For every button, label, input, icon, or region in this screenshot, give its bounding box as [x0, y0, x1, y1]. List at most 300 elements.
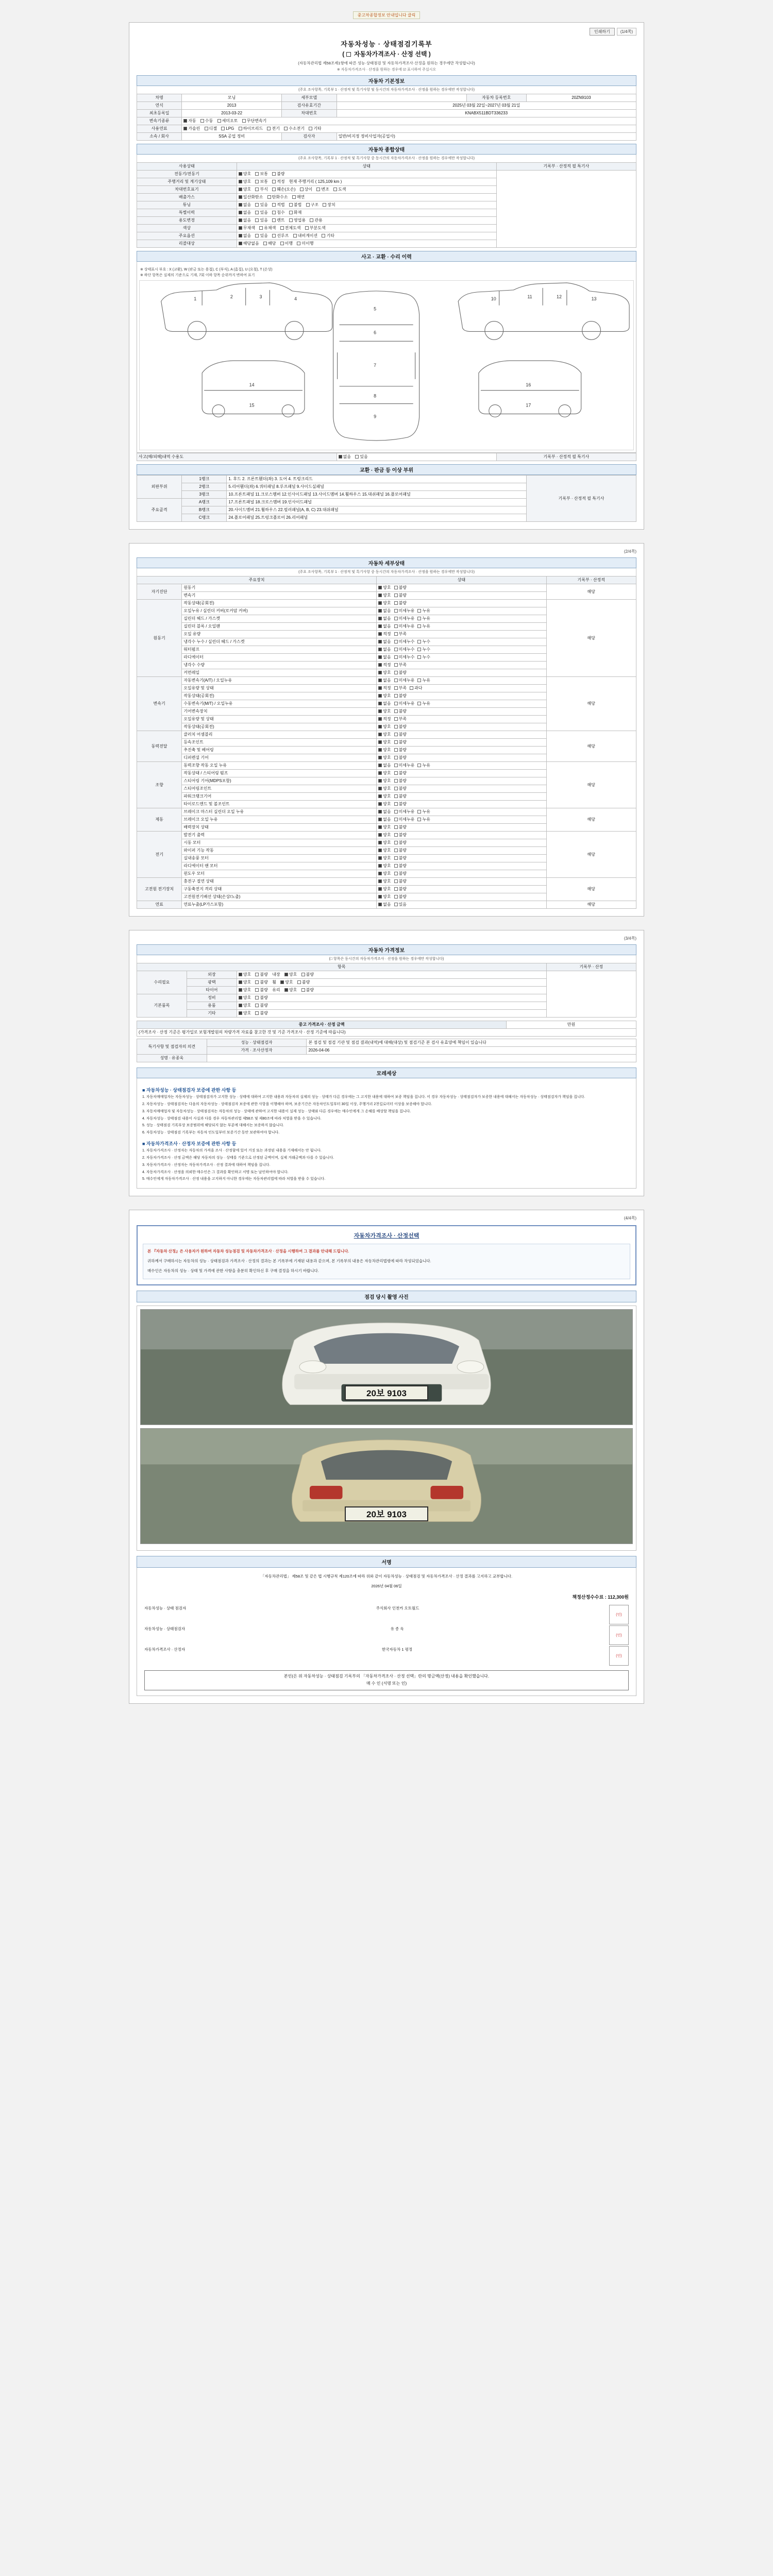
opt-fuel-diesel[interactable]: 디젤 [205, 126, 217, 131]
opt-1-2-1[interactable]: 미세누유 [394, 616, 415, 621]
opt-6-0-1[interactable]: 불량 [394, 833, 407, 838]
opt-3-2-1[interactable]: 불량 [394, 748, 407, 753]
car-diagram-svg [140, 281, 633, 450]
opt-glass-bad[interactable]: 불량 [301, 988, 314, 993]
opt-3-2-0[interactable]: 양호 [378, 748, 391, 753]
section-note-overall: (주요 조사항목, 기록부 1 · 산정적 및 특기사항 중 동시간의 자동차가격조사 · 산정을 원하는 경우에만 작성합니다) [137, 155, 636, 162]
sign-row-2 [144, 1625, 629, 1646]
opt-3-0-0[interactable]: 양호 [378, 732, 391, 737]
basic-info-table [137, 94, 636, 141]
detail-item-label: 라디에이터 [182, 654, 377, 662]
detail-item-state [377, 646, 546, 654]
subtitle-open-paren: ( [342, 50, 345, 58]
opt-vin-painted[interactable]: 도색 [333, 187, 346, 192]
opt-fuel-hybrid[interactable]: 하이브리드 [239, 126, 263, 131]
opt-use-public[interactable]: 관용 [310, 218, 322, 223]
opt-emis-co[interactable]: 일산화탄소 [239, 195, 263, 200]
legend-line-1: ※ 상태표시 부호 : X (교환), W (판금 또는 용접), C (부식), A (흠집), U (요철), T (손상) [140, 268, 273, 272]
signature-note: 「자동차관리법」 제58조 및 같은 법 시행규칙 제120조에 따라 위와 같이 자동차성능 · 상태점검 및 자동차가격조사 · 산정 결과를 고지하고 교부합니다. [260, 1573, 513, 1579]
opt-accident-none[interactable]: 없음 [339, 454, 351, 460]
opt-int-bad[interactable]: 불량 [301, 972, 314, 977]
col-head-detail-note: 기록부 · 산정적 [546, 577, 636, 584]
detail-item-label: 오일유량 및 상태 [182, 685, 377, 692]
price-item-exterior: 외장 [187, 971, 237, 979]
detail-item-state [377, 793, 546, 801]
opt-1-5-1[interactable]: 미세누수 [394, 639, 415, 645]
svg-text:17: 17 [526, 402, 531, 408]
opt-4-1-1[interactable]: 불량 [394, 771, 407, 776]
opt-6-4-1[interactable]: 불량 [394, 863, 407, 869]
opt-trans-auto[interactable]: 자동 [183, 118, 196, 124]
opt-1-1-0[interactable]: 없음 [378, 608, 391, 614]
opt-1-8-1[interactable]: 부족 [394, 663, 407, 668]
opt-5-2-0[interactable]: 양호 [378, 825, 391, 830]
price-item-interior: 내장 [272, 972, 280, 977]
detail-item-state [377, 878, 546, 886]
opt-1-9-1[interactable]: 불량 [394, 670, 407, 675]
cell-value-regno: 20ZN9103 [526, 94, 636, 102]
detail-group-note-7: 해당 [546, 878, 636, 901]
detail-item-label: 냉각수 누수 / 실린더 헤드 / 가스켓 [182, 638, 377, 646]
detail-item-label: 수동변속기(M/T) / 오일누유 [182, 700, 377, 708]
detail-item-state [377, 901, 546, 909]
opt-8-0-1[interactable]: 있음 [394, 902, 407, 907]
notice-s1-p4: 4. 자동차성능 · 상태점검 내용이 사실과 다를 경우 자동차관리법 제58조 및 제80조에 따라 처벌을 받을 수 있습니다. [142, 1116, 322, 1121]
opt-0-1-1[interactable]: 불량 [394, 593, 407, 598]
price-item-etc: 기타 [187, 1010, 237, 1018]
opt-7-1-0[interactable]: 양호 [378, 887, 391, 892]
detail-group-note-6: 해당 [546, 832, 636, 878]
opt-glass-good[interactable]: 양호 [284, 988, 297, 993]
opt-2-3-1[interactable]: 미세누유 [394, 701, 415, 706]
opt-6-5-1[interactable]: 불량 [394, 871, 407, 876]
sheet-page-3 [129, 930, 644, 1196]
opt-5-1-1[interactable]: 미세누유 [394, 817, 415, 822]
opt-6-2-1[interactable]: 불량 [394, 848, 407, 853]
opt-color-chromatic[interactable]: 유채색 [259, 226, 276, 231]
opt-use-none[interactable]: 없음 [239, 218, 251, 223]
opt-1-1-2[interactable]: 누유 [417, 608, 430, 614]
opt-4-1-0[interactable]: 양호 [378, 771, 391, 776]
price-state-exterior [237, 971, 546, 979]
svg-text:15: 15 [249, 402, 255, 408]
opt-4-5-1[interactable]: 불량 [394, 802, 407, 807]
notice-s1-p6: 6. 자동차성능 · 상태점검 기록부는 자동차 인도일부터 보증기간 동안 보관하여야 합니다. [142, 1131, 280, 1135]
row-label-motor: 전동기/전동기 [137, 171, 237, 178]
opt-tuning-yes[interactable]: 있음 [255, 202, 267, 208]
section-band-price: 자동차 가격정보 [137, 944, 636, 955]
svg-text:14: 14 [249, 382, 255, 387]
opt-1-1-1[interactable]: 미세누유 [394, 608, 415, 614]
opt-5-1-2[interactable]: 누유 [417, 817, 430, 822]
opt-vin-corrosion[interactable]: 부식 [255, 187, 267, 192]
cell-value-inspection: 2025년 03월 22일~2027년 03월 21일 [337, 102, 636, 110]
opt-2-1-2[interactable]: 과다 [410, 686, 422, 691]
detail-item-state [377, 685, 546, 692]
opt-2-1-1[interactable]: 부족 [394, 686, 407, 691]
rank-label-3: 3랭크 [182, 491, 227, 499]
opt-1-6-0[interactable]: 없음 [378, 647, 391, 652]
col-head-detail-state: 상태 [377, 577, 546, 584]
photo-section-band: 점검 당시 촬영 사진 [137, 1291, 636, 1302]
table-row [137, 832, 636, 839]
table-header-row [137, 577, 636, 584]
frame-rank-label-a: A랭크 [182, 499, 227, 506]
detail-item-state [377, 739, 546, 747]
accident-result-note: 기록부 · 산정적 필 특기사 [496, 453, 636, 461]
table-row [137, 878, 636, 886]
opt-accident-yes[interactable]: 있음 [355, 454, 367, 460]
opt-goods-bad[interactable]: 불량 [255, 1003, 267, 1008]
opt-opt-none[interactable]: 없음 [239, 233, 251, 239]
opt-2-6-0[interactable]: 양호 [378, 724, 391, 730]
opt-6-2-0[interactable]: 양호 [378, 848, 391, 853]
opt-4-0-2[interactable]: 누유 [417, 763, 430, 768]
detail-item-state [377, 762, 546, 770]
opt-6-3-0[interactable]: 양호 [378, 856, 391, 861]
opt-maint-good[interactable]: 양호 [239, 995, 251, 1001]
detail-state-table [137, 576, 636, 909]
section-note-detail: (주요 조사항목, 기록부 1 · 산정적 및 특기사항 중 동시간의 자동차가격조사 · 산정을 원하는 경우에만 작성합니다) [137, 568, 636, 576]
cell-value-firstreg: 2013-03-22 [182, 110, 282, 117]
opt-mileage-proper[interactable]: 적정 [272, 179, 284, 184]
print-button[interactable]: 인쇄하기 [590, 28, 615, 36]
opt-2-0-0[interactable]: 없음 [378, 678, 391, 683]
price-info-table [137, 963, 636, 1018]
detail-item-state [377, 847, 546, 855]
opt-5-0-0[interactable]: 없음 [378, 809, 391, 815]
rank-label-1: 1랭크 [182, 476, 227, 483]
opt-1-2-2[interactable]: 누유 [417, 616, 430, 621]
rear-plate-text: 20보 9103 [366, 1510, 407, 1520]
top-banner[interactable] [129, 11, 644, 19]
opt-7-2-0[interactable]: 양호 [378, 894, 391, 900]
opt-7-0-1[interactable]: 불량 [394, 879, 407, 884]
opt-maint-bad[interactable]: 불량 [255, 995, 267, 1001]
detail-item-state [377, 662, 546, 669]
opt-1-9-0[interactable]: 양호 [378, 670, 391, 675]
opt-fuel-hydrogen[interactable]: 수소전기 [284, 126, 305, 131]
opt-pol-bad[interactable]: 불량 [255, 980, 267, 985]
opt-1-7-1[interactable]: 미세누수 [394, 655, 415, 660]
table-row [137, 762, 636, 770]
photo-front-svg [141, 1310, 632, 1425]
opt-color-achromatic[interactable]: 무채색 [239, 226, 255, 231]
detail-item-label: 기어변속장치 [182, 708, 377, 716]
opt-4-4-1[interactable]: 불량 [394, 794, 407, 799]
opt-fuel-lpg[interactable]: LPG [221, 126, 234, 131]
detail-item-state [377, 592, 546, 600]
opt-tire-good[interactable]: 양호 [239, 988, 251, 993]
price-cat-basic: 기본품목 [137, 994, 187, 1018]
price-amount-table [137, 1021, 636, 1037]
row-label-color: 색상 [137, 225, 237, 232]
opt-1-7-2[interactable]: 누수 [417, 655, 430, 660]
opinion-price-date: 2026-04-06 [307, 1047, 636, 1055]
opt-5-1-0[interactable]: 없음 [378, 817, 391, 822]
detail-item-label: 윈도우 모터 [182, 870, 377, 878]
opt-4-2-1[interactable]: 불량 [394, 778, 407, 784]
damage-diagram-box [137, 264, 636, 453]
table-row [137, 731, 636, 739]
opt-ext-bad[interactable]: 불량 [255, 972, 267, 977]
detail-item-label: 발전기 출력 [182, 832, 377, 839]
opt-5-0-2[interactable]: 누유 [417, 809, 430, 815]
opt-3-1-0[interactable]: 양호 [378, 740, 391, 745]
opt-2-6-1[interactable]: 불량 [394, 724, 407, 730]
exchange-frame-label: 주요골격 [137, 499, 182, 522]
opt-etc-bad[interactable]: 불량 [255, 1011, 267, 1016]
opt-4-3-1[interactable]: 불량 [394, 786, 407, 791]
section-band-detail: 자동차 세부상태 [137, 557, 636, 568]
section-band-overall: 자동차 종합상태 [137, 144, 636, 155]
opt-vin-good[interactable]: 양호 [239, 187, 251, 192]
svg-text:12: 12 [556, 294, 562, 299]
opt-4-4-0[interactable]: 양호 [378, 794, 391, 799]
opt-0-1-0[interactable]: 양호 [378, 593, 391, 598]
opt-2-4-1[interactable]: 불량 [394, 709, 407, 714]
detail-item-label: 오일유량 및 상태 [182, 716, 377, 723]
opt-motor-good[interactable]: 양호 [239, 172, 251, 177]
opt-trans-semi[interactable]: 세미오토 [217, 118, 238, 124]
detail-item-label: 등속조인트 [182, 739, 377, 747]
notice-box [137, 1078, 636, 1189]
opt-3-3-0[interactable]: 양호 [378, 755, 391, 760]
opt-4-5-0[interactable]: 양호 [378, 802, 391, 807]
opt-use-commercial[interactable]: 영업용 [289, 218, 306, 223]
opt-5-2-1[interactable]: 불량 [394, 825, 407, 830]
opt-3-0-1[interactable]: 불량 [394, 732, 407, 737]
opt-special-flood[interactable]: 침수 [272, 210, 284, 215]
opinion-label: 특기사항 및 점검자의 의견 [137, 1039, 207, 1055]
opt-1-7-0[interactable]: 없음 [378, 655, 391, 660]
opt-1-4-1[interactable]: 부족 [394, 632, 407, 637]
opt-2-0-2[interactable]: 누유 [417, 678, 430, 683]
row-state-recall [237, 240, 496, 248]
opt-tuning-legal[interactable]: 적법 [272, 202, 284, 208]
photo-area [137, 1306, 636, 1551]
detail-item-label: 구동축전지 격리 상태 [182, 886, 377, 893]
opt-4-3-0[interactable]: 양호 [378, 786, 391, 791]
opt-1-5-0[interactable]: 없음 [378, 639, 391, 645]
cell-value-submodel [337, 94, 466, 102]
detail-item-label: 연료누출(LP가스포함) [182, 901, 377, 909]
opt-2-2-0[interactable]: 양호 [378, 693, 391, 699]
opt-trans-manual[interactable]: 수동 [200, 118, 213, 124]
row-label-mileage: 주행거리 및 계기상태 [137, 178, 237, 186]
cell-value-carname: 모닝 [182, 94, 282, 102]
detail-group-7: 고전원 전기장치 [137, 878, 182, 901]
section-note-price: (□ 항목은 동시간의 자동차가격조사 · 산정을 원하는 경우에만 작성합니다) [137, 955, 636, 963]
opt-1-3-0[interactable]: 없음 [378, 624, 391, 629]
opt-int-good[interactable]: 양호 [284, 972, 297, 977]
opt-color-partial[interactable]: 부분도색 [305, 226, 326, 231]
opt-opt-yes[interactable]: 있음 [255, 233, 267, 239]
opt-use-yes[interactable]: 있음 [255, 218, 267, 223]
opt-opt-etc[interactable]: 기타 [322, 233, 334, 239]
opt-0-0-1[interactable]: 불량 [394, 585, 407, 590]
opt-vin-altered[interactable]: 변조 [316, 187, 329, 192]
opt-motor-normal[interactable]: 보통 [255, 172, 267, 177]
opt-recall-done[interactable]: 이행 [280, 241, 293, 246]
opt-tuning-device[interactable]: 장치 [323, 202, 335, 208]
table-row [137, 1039, 636, 1047]
opt-6-1-1[interactable]: 불량 [394, 840, 407, 845]
detail-group-note-2: 해당 [546, 677, 636, 731]
notice-s2-p3: 3. 자동차가격조사 · 산정자는 자동차가격조사 · 산정 결과에 대하여 책임을 집니다. [142, 1163, 271, 1167]
signature-band: 서명 [137, 1556, 636, 1568]
opt-special-fire[interactable]: 화재 [289, 210, 301, 215]
detail-item-state [377, 631, 546, 638]
opt-8-0-0[interactable]: 없음 [378, 902, 391, 907]
table-row [137, 171, 636, 178]
opt-1-3-2[interactable]: 누유 [417, 624, 430, 629]
opt-tuning-structure[interactable]: 구조 [306, 202, 318, 208]
opt-motor-bad[interactable]: 불량 [272, 172, 284, 177]
row-label-recall: 리콜대상 [137, 240, 237, 248]
opt-recall-na[interactable]: 해당없음 [239, 241, 259, 246]
opt-vin-diff[interactable]: 상이 [300, 187, 312, 192]
opt-pol-good[interactable]: 양호 [239, 980, 251, 985]
notice-s2-p5: 5. 매수인에게 자동차가격조사 · 산정 내용을 고지하지 아니한 경우에는 자동차관리법에 따라 처벌을 받을 수 있습니다. [142, 1177, 326, 1181]
detail-item-state [377, 731, 546, 739]
exchange-outer-label: 외판부위 [137, 476, 182, 499]
detail-item-label: 작동상태(공회전) [182, 692, 377, 700]
sign-name-1: 주식회사 인천카 오토월드 [376, 1605, 419, 1611]
cell-label-fuel: 사용연료 [137, 125, 182, 133]
opt-tuning-illegal[interactable]: 불법 [289, 202, 301, 208]
detail-item-label: 변속기 [182, 592, 377, 600]
opt-2-3-2[interactable]: 누유 [417, 701, 430, 706]
opinion-note: 본 점검 및 점검 기관 및 점검 결과(내역)에 대해(대상) 및 점검기준 본 검사 유효양에 책임이 있습니다 [307, 1039, 636, 1047]
opt-1-2-0[interactable]: 없음 [378, 616, 391, 621]
opt-emis-smoke[interactable]: 매연 [292, 195, 305, 200]
photo-front-view [140, 1309, 633, 1425]
detail-group-2: 변속기 [137, 677, 182, 731]
row-label-emission: 배출가스 [137, 194, 237, 201]
opt-2-1-0[interactable]: 적정 [378, 686, 391, 691]
opt-etc-good[interactable]: 양호 [239, 1011, 251, 1016]
opt-1-4-0[interactable]: 적정 [378, 632, 391, 637]
frame-rank-items-b: 20.사이드멤버 21.휠하우스 22.필러패널(A, B, C) 23.대쉬패널 [227, 506, 526, 514]
opt-color-full[interactable]: 전체도색 [280, 226, 301, 231]
opt-6-1-0[interactable]: 양호 [378, 840, 391, 845]
svg-text:10: 10 [491, 296, 496, 301]
table-row [137, 1021, 636, 1029]
opt-0-0-0[interactable]: 양호 [378, 585, 391, 590]
opt-2-2-1[interactable]: 불량 [394, 693, 407, 699]
photo-rear-svg [141, 1429, 632, 1544]
opt-4-0-1[interactable]: 미세누유 [394, 763, 415, 768]
opt-opt-sunroof[interactable]: 선루프 [272, 233, 289, 239]
opt-1-6-1[interactable]: 미세누수 [394, 647, 415, 652]
cell-value-inspector: 일반/비지정 정비사업자(공업사) [337, 133, 636, 141]
opt-vin-damage[interactable]: 훼손(오손) [272, 187, 295, 192]
opt-fuel-gasoline[interactable]: 가솔린 [183, 126, 200, 131]
row-state-color [237, 225, 496, 232]
opt-2-5-1[interactable]: 부족 [394, 717, 407, 722]
notice-section1-body [142, 1095, 631, 1136]
opt-2-0-1[interactable]: 미세누유 [394, 678, 415, 683]
opt-recall-yes[interactable]: 해당 [263, 241, 276, 246]
price-survey-checkbox[interactable] [346, 52, 351, 57]
opt-tuning-none[interactable]: 없음 [239, 202, 251, 208]
opt-1-5-2[interactable]: 누수 [417, 639, 430, 645]
opt-2-3-0[interactable]: 없음 [378, 701, 391, 706]
opt-wheel-bad[interactable]: 불량 [297, 980, 310, 985]
opt-1-6-2[interactable]: 누수 [417, 647, 430, 652]
cell-value-org: SSA 공업 정비 [182, 133, 282, 141]
notice-s2-p4: 4. 자동차가격조사 · 산정을 의뢰한 매수인은 그 결과를 확인하고 서명 또는 날인하여야 합니다. [142, 1170, 289, 1174]
opt-ext-good[interactable]: 양호 [239, 972, 251, 977]
row-label-vinmark: 차대번호표기 [137, 186, 237, 194]
opt-tire-bad[interactable]: 불량 [255, 988, 267, 993]
opt-1-0-0[interactable]: 양호 [378, 601, 391, 606]
opt-recall-notdone[interactable]: 미이행 [297, 241, 313, 246]
opt-7-2-1[interactable]: 불량 [394, 894, 407, 900]
detail-item-label: 작동상태(공회전) [182, 723, 377, 731]
opt-opt-navi[interactable]: 내비게이션 [293, 233, 318, 239]
opt-fuel-etc[interactable]: 기타 [309, 126, 321, 131]
opt-6-4-0[interactable]: 양호 [378, 863, 391, 869]
rank-items-2: 5.리어휀더(좌) 6.쿼터패널 8.루프패널 9.사이드실패널 [227, 483, 526, 491]
detail-group-note-0: 해당 [546, 584, 636, 600]
opt-mileage-good[interactable]: 양호 [239, 179, 251, 184]
opt-emis-hc[interactable]: 탄화수소 [267, 195, 288, 200]
opt-use-rent[interactable]: 렌트 [272, 218, 284, 223]
opt-1-0-1[interactable]: 불량 [394, 601, 407, 606]
opt-fuel-electric[interactable]: 전기 [267, 126, 279, 131]
svg-text:9: 9 [374, 414, 377, 419]
sign-name-2: 유 종 욱 [390, 1626, 404, 1631]
table-row [137, 94, 636, 102]
opt-3-3-1[interactable]: 불량 [394, 755, 407, 760]
opt-1-8-0[interactable]: 적정 [378, 663, 391, 668]
page-number-3: (3/4쪽) [624, 936, 636, 941]
opt-1-3-1[interactable]: 미세누유 [394, 624, 415, 629]
table-row [137, 1029, 636, 1037]
detail-item-state [377, 700, 546, 708]
car-damage-diagram [139, 280, 634, 450]
opt-6-3-1[interactable]: 불량 [394, 856, 407, 861]
opt-6-0-0[interactable]: 양호 [378, 833, 391, 838]
opt-wheel-good[interactable]: 양호 [280, 980, 293, 985]
opt-2-5-0[interactable]: 적정 [378, 717, 391, 722]
price-cat-repair: 수리필요 [137, 971, 187, 994]
detail-item-state [377, 584, 546, 592]
opt-special-none[interactable]: 없음 [239, 210, 251, 215]
opt-7-0-0[interactable]: 양호 [378, 879, 391, 884]
opt-4-2-0[interactable]: 양호 [378, 778, 391, 784]
opt-6-5-0[interactable]: 양호 [378, 871, 391, 876]
opt-2-4-0[interactable]: 양호 [378, 709, 391, 714]
opt-goods-good[interactable]: 양호 [239, 1003, 251, 1008]
detail-item-label: 스티어링조인트 [182, 785, 377, 793]
opt-trans-cvt[interactable]: 무단변속기 [242, 118, 267, 124]
certificate-box [137, 1225, 636, 1285]
opt-special-yes[interactable]: 있음 [255, 210, 267, 215]
rear-license-plate [345, 1506, 428, 1521]
detail-item-state [377, 607, 546, 615]
opt-3-1-1[interactable]: 불량 [394, 740, 407, 745]
svg-text:7: 7 [374, 362, 377, 368]
opt-4-0-0[interactable]: 없음 [378, 763, 391, 768]
opt-5-0-1[interactable]: 미세누유 [394, 809, 415, 815]
opt-mileage-normal[interactable]: 보통 [255, 179, 267, 184]
detail-item-state [377, 886, 546, 893]
opt-7-1-1[interactable]: 불량 [394, 887, 407, 892]
detail-item-label: 실린더 블록 / 오일팬 [182, 623, 377, 631]
